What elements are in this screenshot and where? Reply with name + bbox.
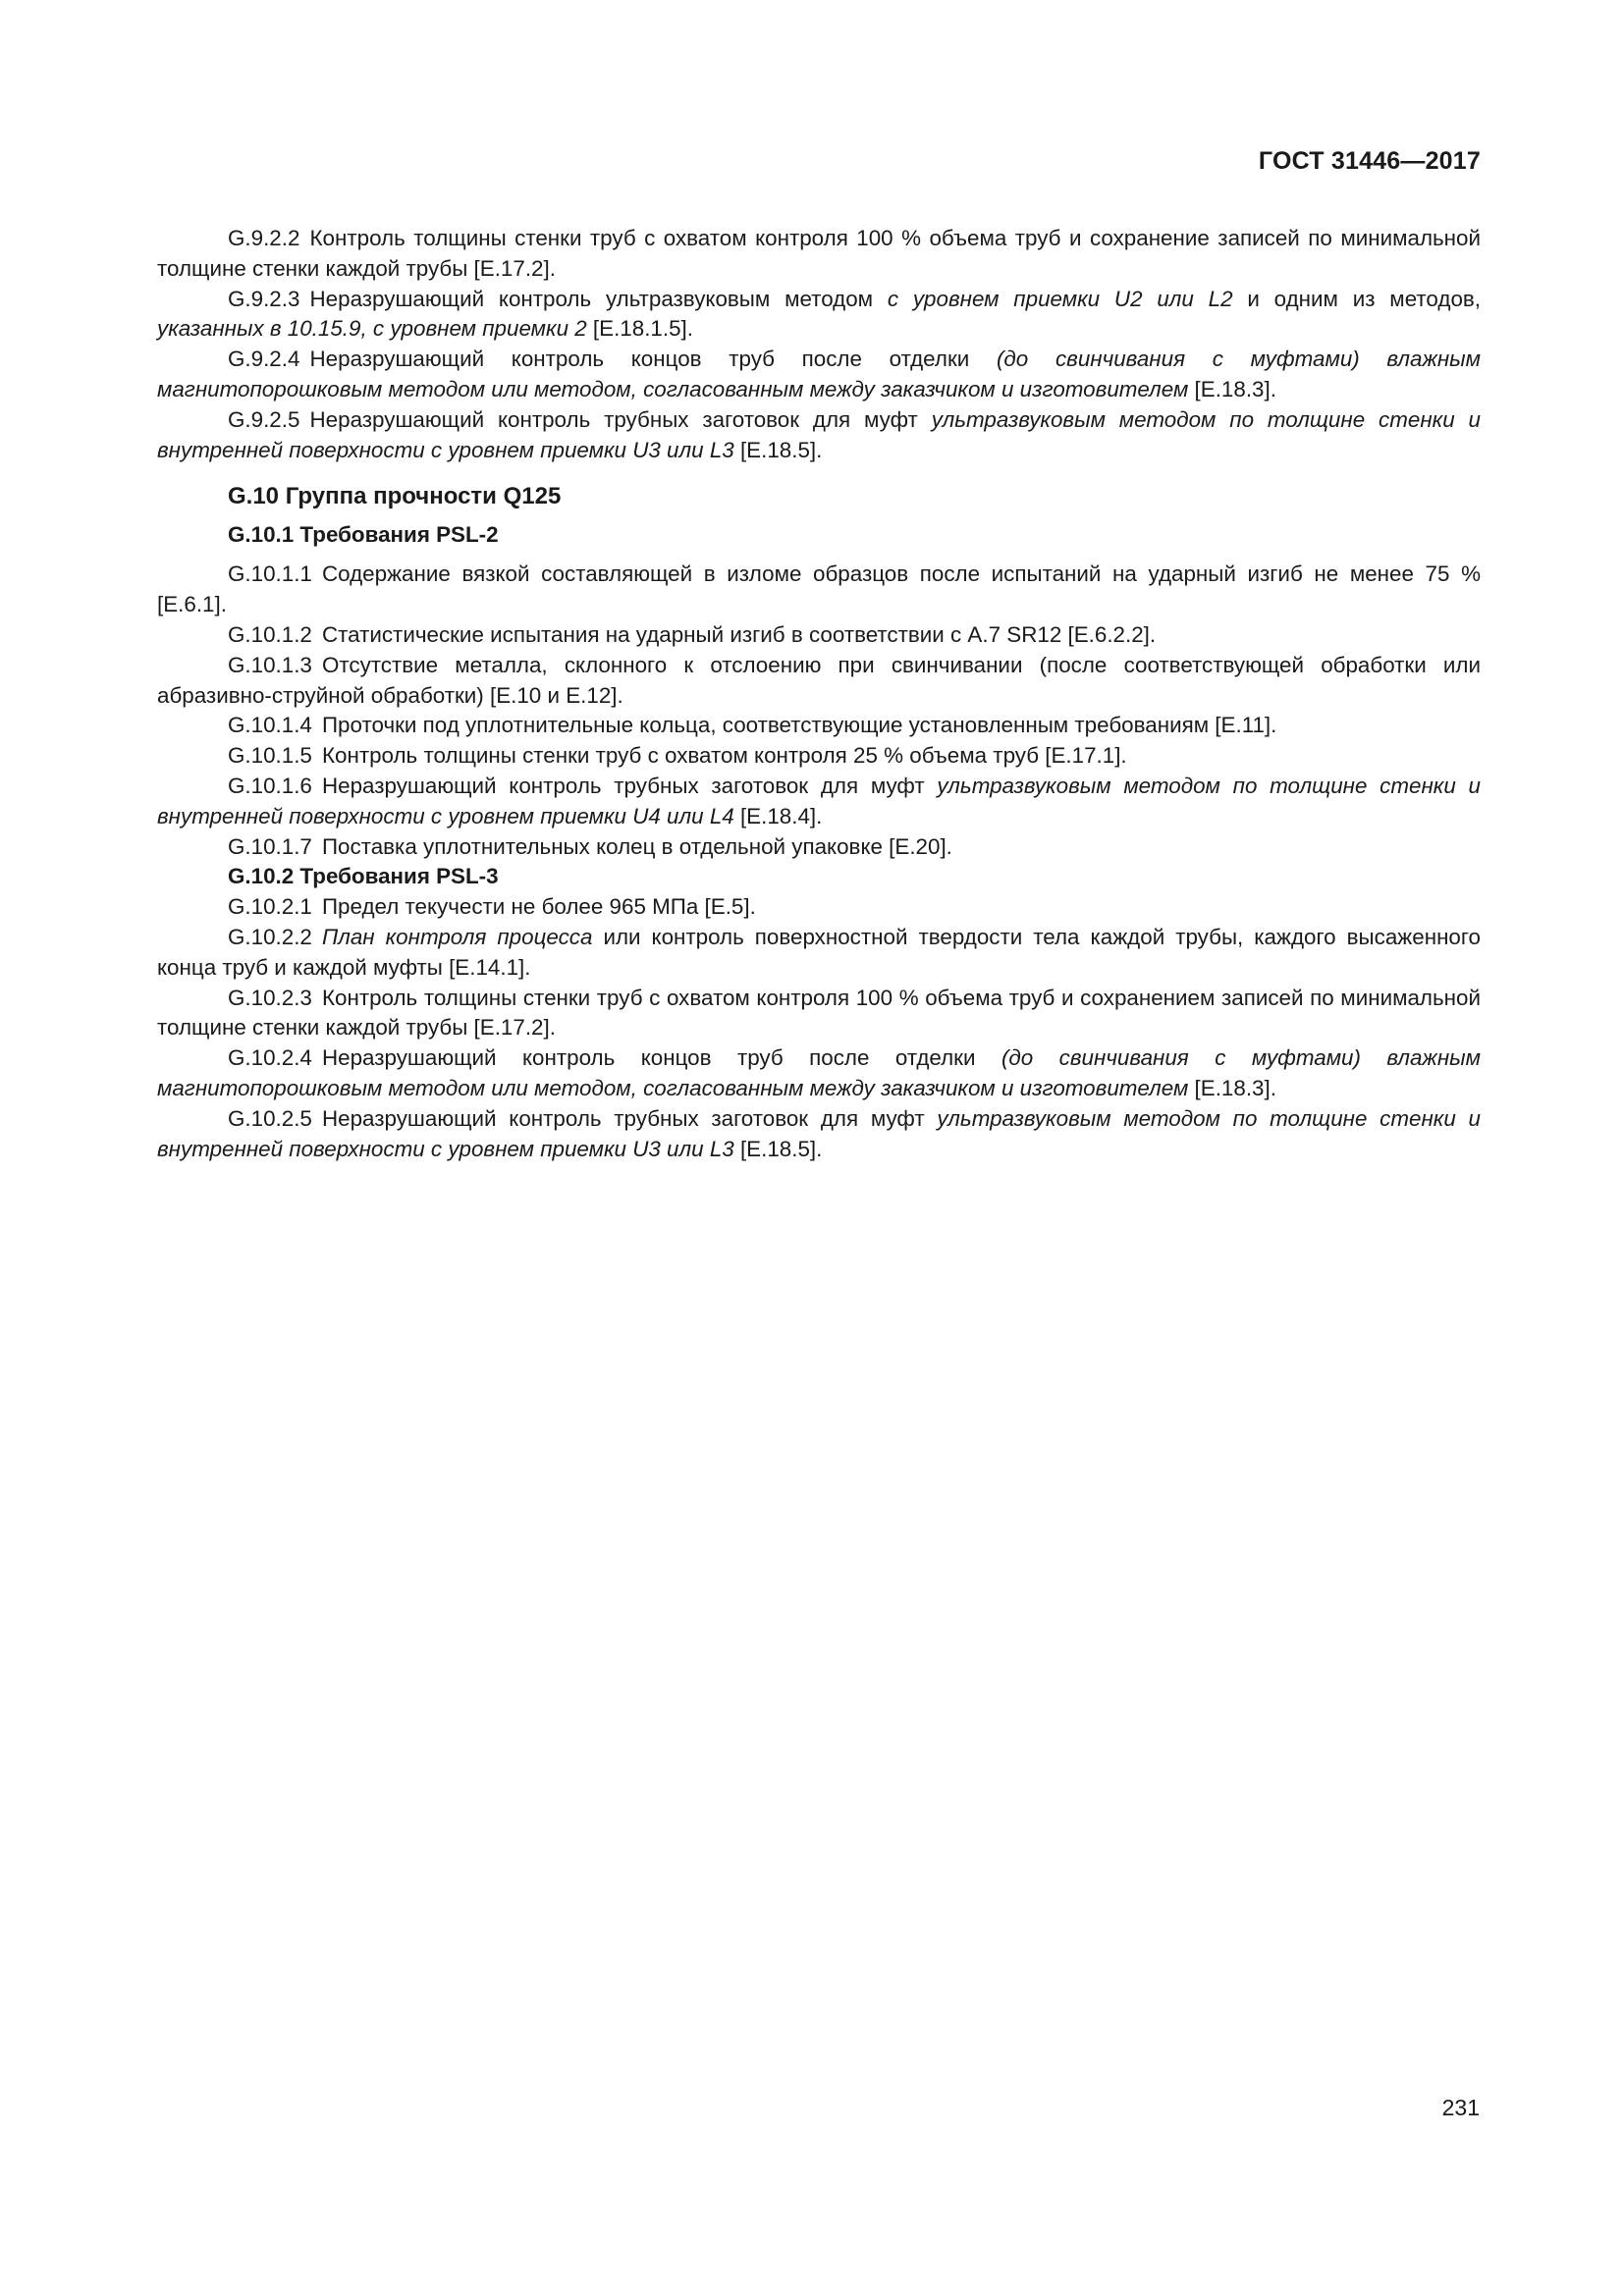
paragraph [157, 741, 1481, 772]
paragraph [157, 772, 1481, 832]
clause-number: G.10.2.5 [228, 1105, 312, 1131]
paragraph-text: [Е.18.3]. [1188, 376, 1276, 401]
italic-text: (до свинчивания с муфтами) влажным магнитопорошковым методом или методом, согласованным между заказчиком и изготовителем [157, 347, 1481, 401]
subsection-heading-psl2: G.10.1 Требования PSL-2 [228, 522, 499, 548]
paragraph [157, 711, 1481, 741]
paragraph-text: Неразрушающий контроль трубных заготовок для муфт [321, 773, 938, 798]
paragraph [157, 620, 1481, 651]
paragraph-text: или контроль поверхностной твердости тела каждой трубы, каждого высаженного конца труб и каждой муфты [Е.14.1]. [157, 924, 1482, 980]
paragraph [157, 651, 1481, 712]
clause-number: G.10.1.5 [228, 743, 312, 769]
paragraph-text: Контроль толщины стенки труб с охватом контроля 25 % объема труб [Е.17.1]. [321, 743, 1127, 769]
page-header: ГОСТ 31446—2017 [1258, 147, 1481, 175]
paragraph-text: Неразрушающий контроль концов труб после отделки [309, 347, 997, 372]
paragraph [157, 345, 1481, 405]
clause-number: G.10.1.2 [228, 621, 312, 647]
paragraph-text: Проточки под уплотнительные кольца, соответствующие установленным требованиям [Е.11]. [321, 713, 1277, 738]
paragraph [157, 224, 1481, 285]
clause-number: G.9.2.2 [228, 226, 300, 250]
paragraph-text: [Е.18.4]. [733, 803, 823, 828]
paragraph-text: [Е.18.1.5]. [586, 316, 693, 342]
paragraph [157, 1043, 1481, 1104]
paragraphs-top [157, 224, 1481, 465]
clause-number: G.10.2.4 [228, 1045, 312, 1071]
paragraph-text: Поставка уплотнительных колец в отдельной упаковке [Е.20]. [321, 833, 952, 859]
clause-number: G.10.1.3 [228, 652, 312, 677]
paragraph-text: Предел текучести не более 965 МПа [Е.5]. [321, 894, 756, 920]
clause-number: G.10.1.6 [228, 773, 312, 798]
section-heading: G.10 Группа прочности Q125 [228, 483, 562, 510]
paragraph-text: Статистические испытания на ударный изгиб в соответствии с А.7 SR12 [Е.6.2.2]. [321, 621, 1157, 647]
page-number: 231 [1441, 2095, 1480, 2120]
clause-number: G.10.2.1 [228, 894, 312, 920]
italic-text: с уровнем приемки U2 или L2 [887, 286, 1233, 311]
clause-number: G.9.2.4 [228, 347, 300, 372]
clause-number: G.10.1.4 [228, 713, 312, 738]
paragraph [157, 984, 1481, 1044]
paragraph [157, 405, 1481, 466]
italic-text: ультразвуковым методом по толщине стенки и внутренней поверхности с уровнем приемки U4 или L4 [157, 773, 1481, 828]
clause-number: G.10.1.1 [228, 561, 312, 587]
italic-text: План контроля процесса [321, 924, 593, 949]
paragraph-text: Неразрушающий контроль трубных заготовок для муфт [321, 1105, 938, 1131]
paragraph-text: [Е.18.5]. [733, 437, 823, 462]
paragraph [157, 892, 1481, 923]
paragraph [157, 923, 1481, 984]
italic-text: (до свинчивания с муфтами) влажным магнитопорошковым методом или методом, согласованным между заказчиком и изготовителем [157, 1045, 1481, 1100]
paragraph [157, 832, 1481, 863]
clause-number: G.10.2.3 [228, 985, 312, 1010]
paragraph-text: и одним из методов, [1232, 286, 1482, 311]
italic-text: ультразвуковым методом по толщине стенки и внутренней поверхности с уровнем приемки U3 или L3 [157, 406, 1481, 462]
paragraphs-psl3 [157, 892, 1481, 1164]
paragraph-text: Неразрушающий контроль трубных заготовок для муфт [309, 406, 932, 432]
subsection-heading-psl3: G.10.2 Требования PSL-3 [228, 864, 499, 889]
paragraph-text: Контроль толщины стенки труб с охватом контроля 100 % объема труб и сохранение записей по минимальной толщине стенки каждой трубы [Е.17.2]. [157, 226, 1481, 281]
paragraph-text: Отсутствие металла, склонного к отслоению при свинчивании (после соответствующей обработки или абразивно-струйной обработки) [Е.10 и Е.12]. [157, 652, 1481, 708]
clause-number: G.9.2.5 [228, 406, 300, 432]
paragraphs-psl2 [157, 560, 1481, 862]
paragraph-text: Содержание вязкой составляющей в изломе образцов после испытаний на ударный изгиб не менее 75 % [Е.6.1]. [157, 561, 1481, 617]
paragraph-text: [Е.18.3]. [1188, 1075, 1276, 1100]
paragraph-text: Контроль толщины стенки труб с охватом контроля 100 % объема труб и сохранением записей по минимальной толщине стенки каждой трубы [Е.17.2]. [157, 985, 1481, 1041]
clause-number: G.10.1.7 [228, 833, 312, 859]
clause-number: G.10.2.2 [228, 924, 312, 949]
paragraph [157, 285, 1481, 346]
paragraph [157, 1104, 1481, 1165]
paragraph-text: Неразрушающий контроль ультразвуковым методом [309, 286, 888, 311]
document-body [157, 224, 1481, 1164]
paragraph [157, 560, 1481, 620]
paragraph-text: Неразрушающий контроль концов труб после отделки [321, 1045, 1001, 1071]
italic-text: ультразвуковым методом по толщине стенки и внутренней поверхности с уровнем приемки U3 или L3 [157, 1105, 1481, 1161]
italic-text: указанных в 10.15.9, с уровнем приемки 2 [157, 316, 587, 342]
clause-number: G.9.2.3 [228, 286, 300, 311]
paragraph-text: [Е.18.5]. [733, 1136, 823, 1161]
